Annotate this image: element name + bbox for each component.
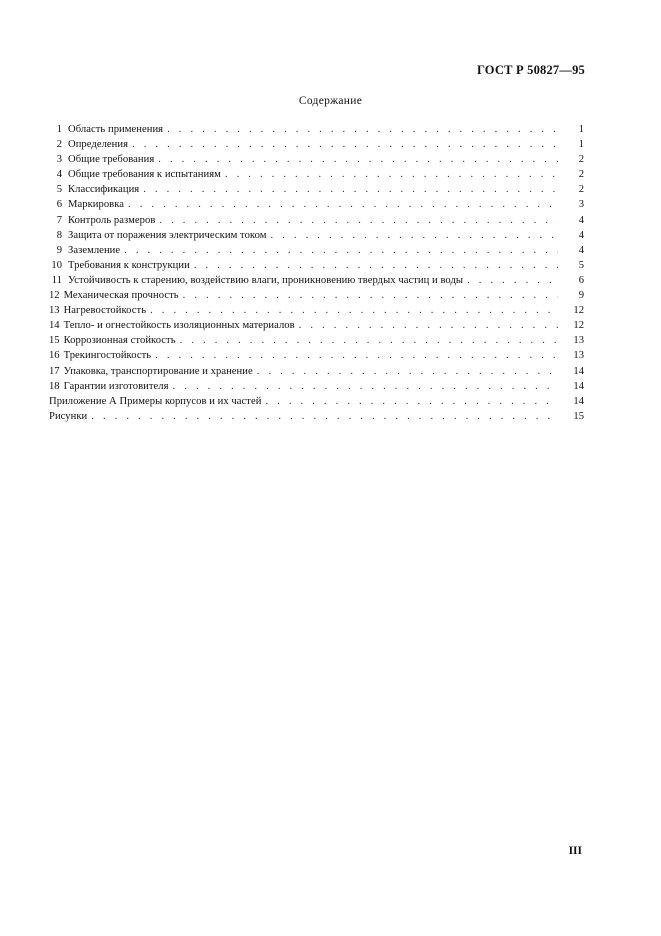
toc-entry[interactable] [49,137,584,152]
toc-leader-dots [132,137,558,152]
toc-leader-dots [265,394,558,409]
toc-entry-title: Классификация [68,184,140,196]
toc-leader-dots [467,273,558,288]
toc-entry[interactable] [49,288,584,303]
toc-entry[interactable] [49,409,584,424]
toc-entry-page: 4 [578,229,584,241]
toc-entry-title: Общие требования [68,154,155,166]
toc-entry-page: 12 [573,320,584,332]
table-of-contents [49,122,584,424]
toc-entry[interactable] [49,243,584,258]
toc-entry-page: 13 [573,350,584,362]
toc-entry-title: Требования к конструкции [68,259,190,271]
toc-entry[interactable] [49,182,584,197]
toc-leader-dots [150,303,558,318]
toc-entry-title: Тепло- и огнестойкость изоляционных материалов [63,320,295,332]
toc-entry-number: 2 [56,139,62,151]
toc-entry[interactable] [49,333,584,348]
toc-entry[interactable] [49,303,584,318]
toc-entry-number: 12 [49,290,60,302]
toc-entry-page: 6 [578,274,584,286]
toc-entry-page: 14 [573,365,584,377]
toc-entry-page: 5 [578,259,584,271]
toc-entry-title: Приложение А Примеры корпусов и их частей [49,395,262,407]
toc-entry[interactable] [49,348,584,363]
toc-entry[interactable] [49,122,584,137]
toc-entry[interactable] [49,364,584,379]
toc-entry-number: 8 [56,229,62,241]
toc-entry-number: 13 [49,305,60,317]
toc-entry-number: 16 [49,350,60,362]
toc-leader-dots [299,318,558,333]
standard-number: ГОСТ Р 50827—95 [476,63,585,77]
toc-entry-title: Нагревостойкость [63,305,147,317]
toc-entry-number: 9 [56,244,62,256]
toc-entry-page: 2 [578,184,584,196]
toc-entry[interactable] [49,258,584,273]
toc-entry-title: Упаковка, транспортирование и хранение [63,365,253,377]
toc-entry-number: 17 [49,365,60,377]
toc-entry[interactable] [49,213,584,228]
toc-entry-page: 14 [573,380,584,392]
toc-entry-page: 2 [578,169,584,181]
toc-entry-title: Контроль размеров [68,214,156,226]
toc-entry-number: 3 [56,154,62,166]
toc-entry-number: 4 [56,169,62,181]
toc-entry-title: Гарантии изготовителя [63,380,169,392]
toc-leader-dots [173,379,558,394]
toc-entry-title: Область применения [68,124,164,135]
toc-leader-dots [225,167,558,182]
toc-entry[interactable] [49,379,584,394]
toc-leader-dots [91,409,558,424]
toc-leader-dots [155,348,558,363]
toc-entry[interactable] [49,152,584,167]
toc-entry-number: 15 [49,335,60,347]
toc-entry-number: 1 [56,124,62,135]
toc-entry-page: 4 [578,214,584,226]
toc-leader-dots [257,364,558,379]
toc-entry-page: 3 [578,199,584,211]
toc-entry[interactable] [49,228,584,243]
toc-entry-number: 14 [49,320,60,332]
toc-entry-title: Защита от поражения электрическим током [68,229,267,241]
toc-entry-page: 4 [578,244,584,256]
toc-entry-page: 9 [578,290,584,302]
page-number: III [568,845,582,857]
toc-entry-page: 14 [573,395,584,407]
toc-leader-dots [183,288,558,303]
toc-leader-dots [159,213,558,228]
toc-entry[interactable] [49,197,584,212]
toc-entry[interactable] [49,167,584,182]
toc-entry-page: 2 [578,154,584,166]
toc-leader-dots [167,122,558,137]
toc-entry-number: 10 [51,259,62,271]
toc-title: Содержание [298,95,363,107]
toc-entry-title: Определения [68,139,129,151]
toc-entry-title: Рисунки [49,410,88,422]
toc-entry-page: 12 [573,305,584,317]
toc-entry-number: 7 [56,214,62,226]
toc-entry-page: 1 [578,124,584,135]
toc-entry-number: 11 [51,274,62,286]
toc-entry-title: Заземление [68,244,121,256]
toc-entry-number: 5 [56,184,62,196]
toc-entry-number: 6 [56,199,62,211]
toc-entry-number: 18 [49,380,60,392]
toc-leader-dots [158,152,558,167]
toc-entry-page: 15 [573,410,584,422]
toc-leader-dots [270,228,558,243]
toc-entry[interactable] [49,318,584,333]
toc-entry-title: Общие требования к испытаниям [68,169,221,181]
toc-leader-dots [143,182,558,197]
toc-leader-dots [124,243,558,258]
toc-entry-page: 13 [573,335,584,347]
toc-entry-title: Коррозионная стойкость [63,335,176,347]
toc-entry-title: Маркировка [68,199,125,211]
toc-leader-dots [194,258,558,273]
toc-entry-page: 1 [578,139,584,151]
toc-entry-title: Трекингостойкость [63,350,152,362]
toc-entry[interactable] [49,394,584,409]
toc-leader-dots [128,197,558,212]
toc-leader-dots [180,333,558,348]
toc-entry-title: Устойчивость к старению, воздействию влаги, проникновению твердых частиц и воды [68,274,464,286]
toc-entry[interactable] [49,273,584,288]
toc-entry-title: Механическая прочность [63,290,179,302]
